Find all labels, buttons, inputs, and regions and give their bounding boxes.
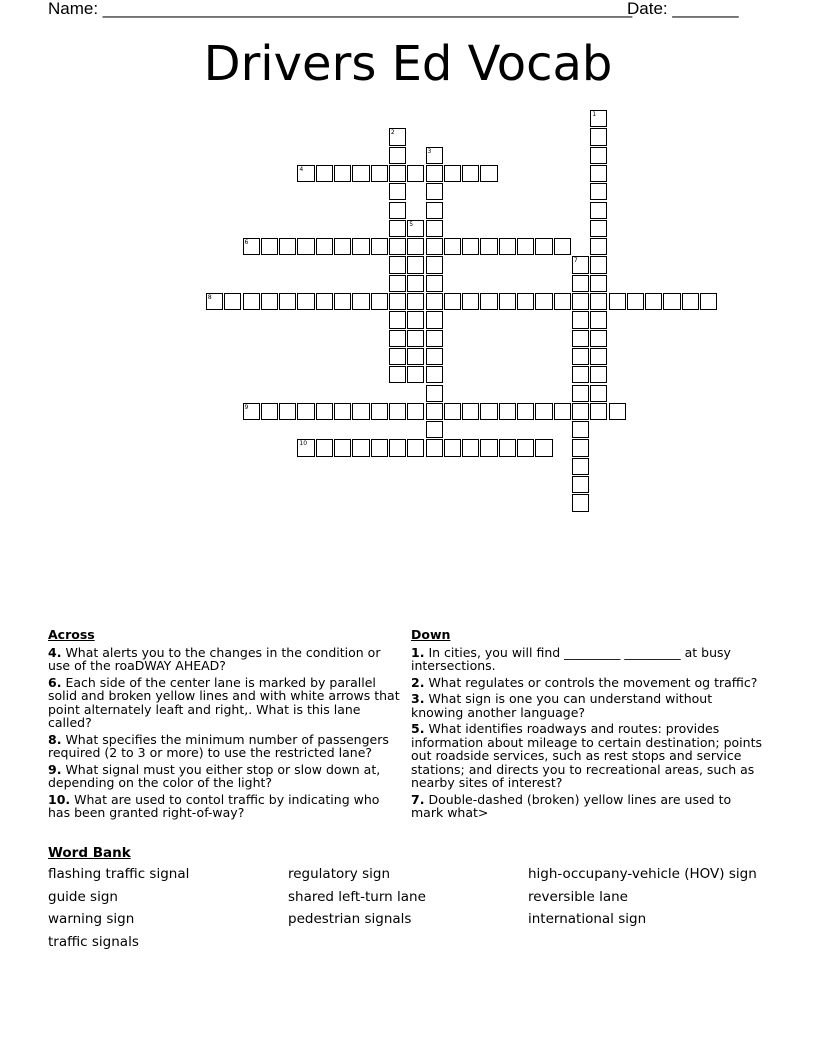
crossword-cell[interactable] (352, 165, 369, 182)
crossword-cell[interactable] (572, 256, 589, 273)
crossword-cell[interactable] (590, 256, 607, 273)
crossword-cell[interactable] (316, 439, 333, 456)
crossword-cell[interactable] (407, 348, 424, 365)
crossword-cell[interactable] (444, 293, 461, 310)
crossword-cell[interactable] (572, 348, 589, 365)
crossword-cell[interactable] (554, 238, 571, 255)
down-clue-1 (411, 646, 767, 673)
crossword-cell[interactable] (426, 238, 443, 255)
crossword-cell[interactable] (572, 439, 589, 456)
crossword-cell[interactable] (499, 403, 516, 420)
crossword-cell[interactable] (426, 256, 443, 273)
across-clue-10 (48, 793, 404, 820)
crossword-cell[interactable] (572, 275, 589, 292)
crossword-cell[interactable] (261, 293, 278, 310)
crossword-cell[interactable] (243, 293, 260, 310)
crossword-cell[interactable] (554, 293, 571, 310)
crossword-cell[interactable] (389, 366, 406, 383)
crossword-cell[interactable] (444, 439, 461, 456)
word-bank-item: guide sign (48, 888, 118, 905)
across-clue-6 (48, 676, 404, 730)
clue-text: What sign is one you can understand without knowing another language? (411, 691, 713, 720)
crossword-cell[interactable] (480, 238, 497, 255)
crossword-cell[interactable] (243, 238, 260, 255)
down-clues (411, 628, 767, 823)
crossword-cell[interactable] (426, 202, 443, 219)
crossword-cell[interactable] (535, 439, 552, 456)
crossword-cell[interactable] (554, 403, 571, 420)
crossword-cell[interactable] (572, 311, 589, 328)
down-clue-3 (411, 692, 767, 719)
crossword-cell[interactable] (572, 330, 589, 347)
crossword-cell[interactable] (297, 293, 314, 310)
crossword-cell[interactable] (334, 165, 351, 182)
crossword-cell[interactable] (517, 238, 534, 255)
cell-number: 6 (244, 239, 249, 247)
crossword-cell[interactable] (316, 403, 333, 420)
cell-number: 4 (299, 165, 304, 173)
crossword-cell[interactable] (426, 421, 443, 438)
cell-number: 10 (299, 440, 308, 448)
crossword-cell[interactable] (426, 330, 443, 347)
crossword-cell[interactable] (590, 275, 607, 292)
crossword-cell[interactable] (426, 293, 443, 310)
crossword-cell[interactable] (645, 293, 662, 310)
crossword-cell[interactable] (499, 293, 516, 310)
crossword-cell[interactable] (535, 293, 552, 310)
crossword-cell[interactable] (297, 403, 314, 420)
clue-number: 9. (48, 761, 62, 777)
crossword-cell[interactable] (407, 403, 424, 420)
crossword-cell[interactable] (426, 275, 443, 292)
word-bank-item: high-occupany-vehicle (HOV) sign (528, 866, 757, 882)
crossword-cell[interactable] (334, 293, 351, 310)
crossword-cell[interactable] (371, 165, 388, 182)
cell-number: 9 (244, 403, 249, 411)
across-clue-8 (48, 733, 404, 760)
clue-text: Double-dashed (broken) yellow lines are used to mark what> (411, 791, 732, 820)
crossword-cell[interactable] (261, 238, 278, 255)
crossword-cell[interactable] (389, 183, 406, 200)
cell-number: 5 (409, 220, 414, 228)
crossword-cell[interactable] (480, 165, 497, 182)
crossword-cell[interactable] (389, 330, 406, 347)
crossword-cell[interactable] (224, 293, 241, 310)
crossword-cell[interactable] (700, 293, 717, 310)
crossword-cell[interactable] (316, 165, 333, 182)
crossword-cell[interactable] (590, 238, 607, 255)
crossword-cell[interactable] (389, 348, 406, 365)
crossword-cell[interactable] (480, 439, 497, 456)
crossword-cell[interactable] (663, 293, 680, 310)
clue-number: 5. (411, 721, 425, 736)
crossword-cell[interactable] (371, 238, 388, 255)
across-clues (48, 628, 404, 823)
crossword-cell[interactable] (352, 238, 369, 255)
crossword-cell[interactable] (352, 403, 369, 420)
crossword-cell[interactable] (627, 293, 644, 310)
crossword-cell[interactable] (426, 165, 443, 182)
crossword-cell[interactable] (590, 183, 607, 200)
crossword-cell[interactable] (462, 439, 479, 456)
crossword-cell[interactable] (426, 311, 443, 328)
crossword-cell[interactable] (352, 293, 369, 310)
crossword-cell[interactable] (462, 238, 479, 255)
crossword-cell[interactable] (316, 293, 333, 310)
crossword-cell[interactable] (206, 293, 223, 310)
crossword-cell[interactable] (444, 403, 461, 420)
crossword-cell[interactable] (572, 421, 589, 438)
crossword-cell[interactable] (243, 403, 260, 420)
crossword-cell[interactable] (279, 293, 296, 310)
clue-number: 2. (411, 674, 425, 690)
crossword-cell[interactable] (426, 385, 443, 402)
crossword-cell[interactable] (389, 128, 406, 145)
crossword-cell[interactable] (572, 476, 589, 493)
crossword-cell[interactable] (572, 366, 589, 383)
crossword-cell[interactable] (480, 403, 497, 420)
crossword-cell[interactable] (462, 165, 479, 182)
crossword-cell[interactable] (407, 238, 424, 255)
word-bank-item: flashing traffic signal (48, 866, 190, 882)
crossword-cell[interactable] (389, 256, 406, 273)
crossword-cell[interactable] (590, 110, 607, 127)
crossword-cell[interactable] (407, 366, 424, 383)
word-bank-item: reversible lane (528, 888, 628, 905)
clue-number: 4. (48, 644, 62, 660)
crossword-cell[interactable] (682, 293, 699, 310)
crossword-cell[interactable] (590, 385, 607, 402)
crossword-cell[interactable] (426, 183, 443, 200)
crossword-cell[interactable] (389, 275, 406, 292)
name-field-line: Name: ________________________________________________________ (48, 0, 633, 18)
crossword-cell[interactable] (371, 293, 388, 310)
crossword-cell[interactable] (426, 348, 443, 365)
word-bank-heading: Word Bank (48, 845, 131, 861)
crossword-cell[interactable] (389, 202, 406, 219)
cell-number: 2 (390, 129, 395, 137)
word-bank-item: shared left-turn lane (288, 888, 426, 905)
word-bank-item: pedestrian signals (288, 911, 412, 928)
crossword-cell[interactable] (297, 439, 314, 456)
crossword-cell[interactable] (517, 293, 534, 310)
across-clue-9 (48, 763, 404, 790)
crossword-cell[interactable] (572, 403, 589, 420)
crossword-cell[interactable] (609, 293, 626, 310)
across-clue-4 (48, 646, 404, 673)
crossword-cell[interactable] (517, 403, 534, 420)
crossword-cell[interactable] (572, 494, 589, 511)
cell-number: 8 (207, 294, 212, 301)
crossword-cell[interactable] (426, 147, 443, 164)
crossword-cell[interactable] (480, 293, 497, 310)
clue-text: In cities, you will find _________ _________ at busy intersections. (411, 644, 731, 673)
word-bank-item: international sign (528, 911, 647, 928)
crossword-cell[interactable] (572, 385, 589, 402)
crossword-cell[interactable] (389, 165, 406, 182)
crossword-cell[interactable] (499, 439, 516, 456)
date-field-line: Date: _______ (627, 0, 739, 18)
down-clue-5 (411, 722, 767, 790)
down-heading: Down (411, 627, 451, 642)
crossword-cell[interactable] (352, 439, 369, 456)
crossword-cell[interactable] (389, 403, 406, 420)
across-heading: Across (48, 627, 95, 642)
clue-text: What are used to contol traffic by indicating who has been granted right-of-way? (48, 791, 380, 820)
crossword-cell[interactable] (316, 238, 333, 255)
clue-number: 8. (48, 731, 62, 747)
crossword-cell[interactable] (407, 311, 424, 328)
crossword-cell[interactable] (426, 366, 443, 383)
crossword-cell[interactable] (389, 293, 406, 310)
crossword-cell[interactable] (590, 330, 607, 347)
crossword-cell[interactable] (407, 275, 424, 292)
clue-text: What signal must you either stop or slow down at, depending on the color of the light? (48, 761, 381, 790)
crossword-cell[interactable] (407, 256, 424, 273)
crossword-cell[interactable] (407, 439, 424, 456)
crossword-cell[interactable] (297, 165, 314, 182)
crossword-cell[interactable] (334, 403, 351, 420)
word-bank-item: warning sign (48, 911, 135, 928)
clue-text: What regulates or controls the movement og traffic? (428, 674, 758, 690)
clue-number: 10. (48, 791, 71, 807)
crossword-cell[interactable] (389, 220, 406, 237)
crossword-cell[interactable] (444, 238, 461, 255)
clue-text: What alerts you to the changes in the condition or use of the roaDWAY AHEAD? (48, 644, 381, 673)
crossword-cell[interactable] (279, 403, 296, 420)
crossword-cell[interactable] (572, 458, 589, 475)
crossword-cell[interactable] (572, 293, 589, 310)
crossword-cell[interactable] (297, 238, 314, 255)
crossword-cell[interactable] (279, 238, 296, 255)
crossword-cell[interactable] (590, 128, 607, 145)
clue-number: 6. (48, 674, 62, 690)
cell-number: 7 (573, 257, 578, 265)
down-clue-2 (411, 676, 767, 690)
crossword-cell[interactable] (590, 311, 607, 328)
crossword-cell[interactable] (426, 220, 443, 237)
crossword-cell[interactable] (535, 403, 552, 420)
crossword-cell[interactable] (426, 439, 443, 456)
crossword-cell[interactable] (407, 165, 424, 182)
crossword-cell[interactable] (590, 348, 607, 365)
clue-number: 1. (411, 644, 425, 660)
crossword-cell[interactable] (462, 293, 479, 310)
crossword-cell[interactable] (462, 403, 479, 420)
word-bank-item: regulatory sign (288, 866, 391, 882)
crossword-cell[interactable] (590, 220, 607, 237)
crossword-cell[interactable] (590, 293, 607, 310)
crossword-cell[interactable] (407, 220, 424, 237)
crossword-cell[interactable] (389, 311, 406, 328)
crossword-cell[interactable] (444, 165, 461, 182)
crossword-cell[interactable] (389, 147, 406, 164)
crossword-cell[interactable] (407, 330, 424, 347)
crossword-cell[interactable] (535, 238, 552, 255)
crossword-cell[interactable] (499, 238, 516, 255)
down-clue-7 (411, 793, 767, 820)
crossword-cell[interactable] (590, 202, 607, 219)
cell-number: 3 (427, 147, 432, 155)
crossword-cell[interactable] (261, 403, 278, 420)
crossword-cell[interactable] (517, 439, 534, 456)
crossword-cell[interactable] (590, 366, 607, 383)
clue-text: What identifies roadways and routes: provides information about mileage to certain destination; points out roadside services, such as rest stops and service stations; and directs you to recreational areas, such as nearby sites of interest? (411, 721, 762, 790)
page-title: Drivers Ed Vocab (203, 36, 613, 92)
clue-text: What specifies the minimum number of passengers required (2 to 3 or more) to use the restricted lane? (48, 731, 389, 760)
word-bank (48, 866, 788, 951)
crossword-cell[interactable] (389, 238, 406, 255)
crossword-cell[interactable] (426, 403, 443, 420)
clue-text: Each side of the center lane is marked by parallel solid and broken yellow lines and with white arrows that point alternately leaft and right,. What is this lane called? (48, 674, 400, 730)
clue-number: 7. (411, 791, 425, 807)
crossword-cell[interactable] (590, 165, 607, 182)
crossword-cell[interactable] (334, 439, 351, 456)
crossword-cell[interactable] (590, 147, 607, 164)
crossword-cell[interactable] (371, 403, 388, 420)
crossword-cell[interactable] (371, 439, 388, 456)
clue-number: 3. (411, 691, 425, 706)
crossword-cell[interactable] (407, 293, 424, 310)
crossword-cell[interactable] (389, 439, 406, 456)
word-bank-item: traffic signals (48, 933, 139, 950)
crossword-cell[interactable] (609, 403, 626, 420)
crossword-cell[interactable] (334, 238, 351, 255)
cell-number: 1 (592, 111, 597, 118)
crossword-cell[interactable] (590, 403, 607, 420)
